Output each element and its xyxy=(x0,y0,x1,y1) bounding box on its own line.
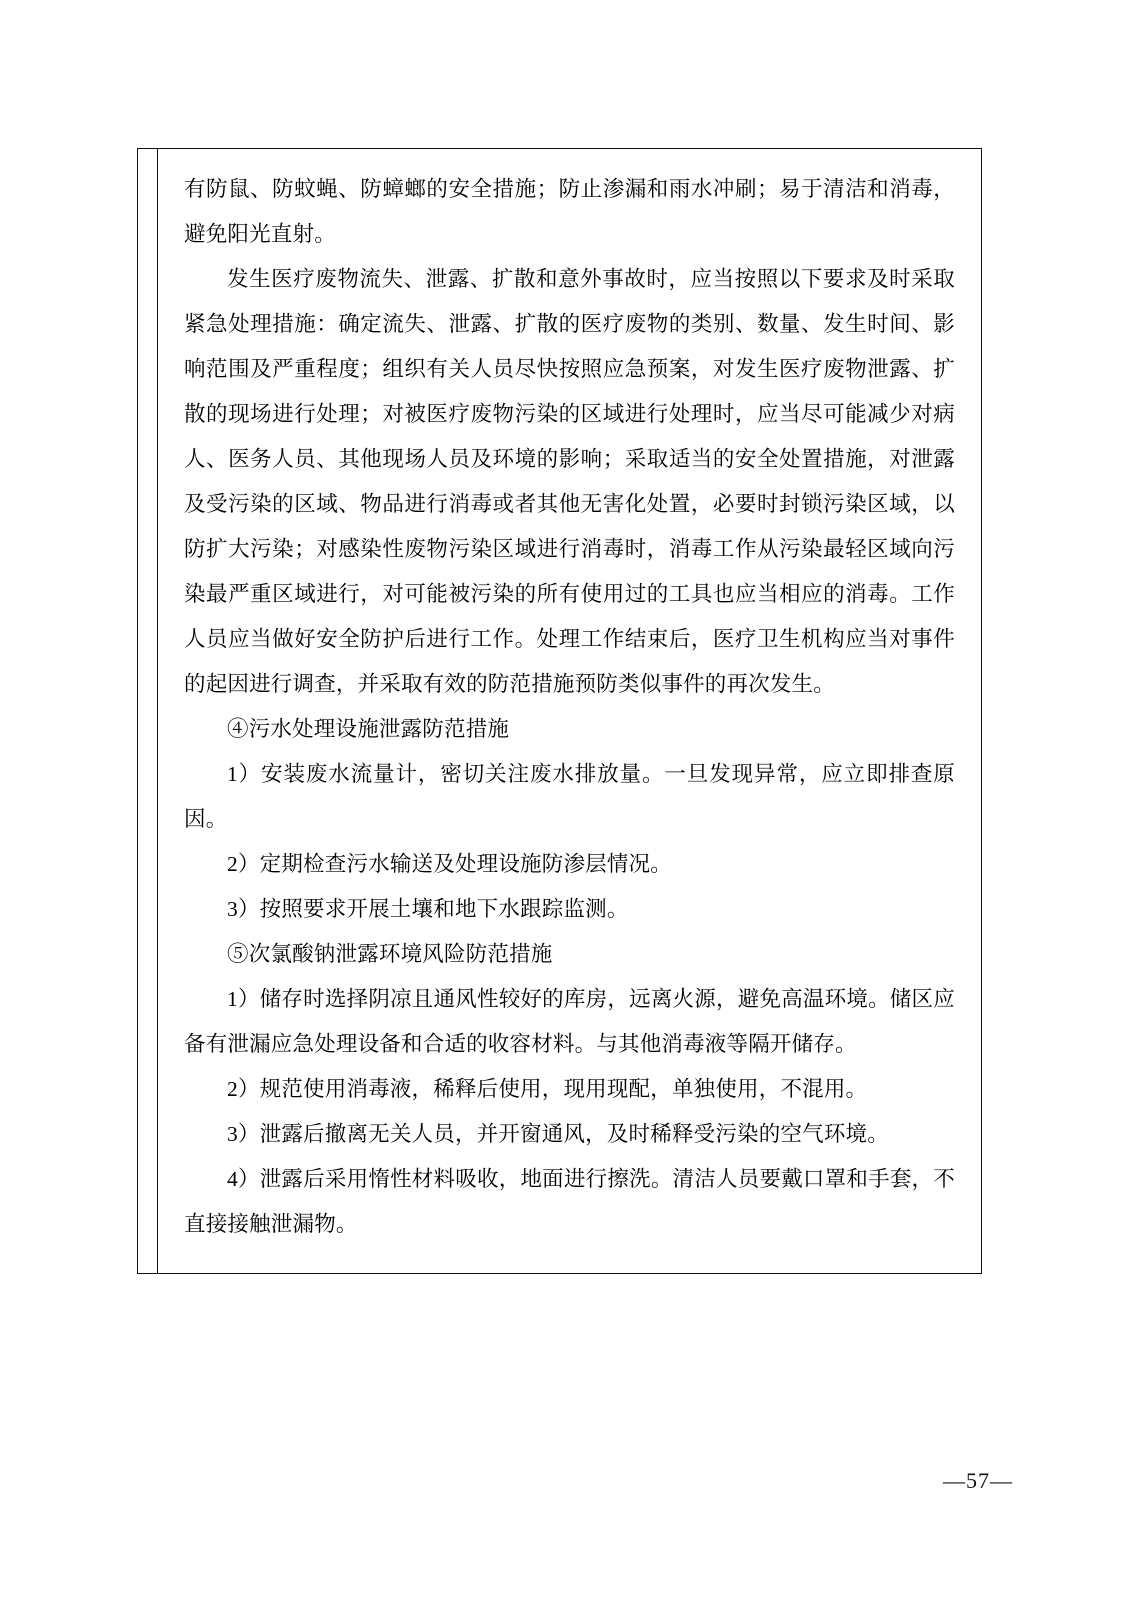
heading-wastewater-measures: ④污水处理设施泄露防范措施 xyxy=(227,717,510,741)
list-item-hypochlorite-1: 1）储存时选择阴凉且通风性较好的库房，远离火源，避免高温环境。储区应备有泄漏应急处理设备和合适的收容材料。与其他消毒液等隔开储存。 xyxy=(184,987,955,1056)
list-item-wastewater-1: 1）安装废水流量计，密切关注废水排放量。一旦发现异常，应立即排查原因。 xyxy=(184,762,955,831)
content-table xyxy=(137,148,982,1274)
list-item-wastewater-2: 2）定期检查污水输送及处理设施防渗层情况。 xyxy=(227,852,672,876)
paragraph-continuation: 有防鼠、防蚊蝇、防蟑螂的安全措施；防止渗漏和雨水冲刷；易于清洁和消毒，避免阳光直射。 xyxy=(184,177,955,246)
page-number: —57— xyxy=(943,1468,1013,1493)
table-label-column xyxy=(138,149,158,1273)
list-item-hypochlorite-2: 2）规范使用消毒液，稀释后使用，现用现配，单独使用，不混用。 xyxy=(227,1077,868,1101)
list-item-hypochlorite-4: 4）泄露后采用惰性材料吸收，地面进行擦洗。清洁人员要戴口罩和手套，不直接接触泄漏物。 xyxy=(184,1167,955,1236)
table-content-column xyxy=(158,149,981,1273)
heading-sodium-hypochlorite-measures: ⑤次氯酸钠泄露环境风险防范措施 xyxy=(227,942,553,966)
list-item-wastewater-3: 3）按照要求开展土壤和地下水跟踪监测。 xyxy=(227,897,629,921)
paragraph-emergency-measures: 发生医疗废物流失、泄露、扩散和意外事故时，应当按照以下要求及时采取紧急处理措施：确定流失、泄露、扩散的医疗废物的类别、数量、发生时间、影响范围及严重程度；组织有关人员尽快按照应急预案，对发生医疗废物泄露、扩散的现场进行处理；对被医疗废物污染的区域进行处理时，应当尽可能减少对病人、医务人员、其他现场人员及环境的影响；采取适当的安全处置措施，对泄露及受污染的区域、物品进行消毒或者其他无害化处置，必要时封锁污染区域，以防扩大污染；对感染性废物污染区域进行消毒时，消毒工作从污染最轻区域向污染最严重区域进行，对可能被污染的所有使用过的工具也应当相应的消毒。工作人员应当做好安全防护后进行工作。处理工作结束后，医疗卫生机构应当对事件的起因进行调查，并采取有效的防范措施预防类似事件的再次发生。 xyxy=(184,267,955,696)
list-item-hypochlorite-3: 3）泄露后撤离无关人员，并开窗通风，及时稀释受污染的空气环境。 xyxy=(227,1122,889,1146)
